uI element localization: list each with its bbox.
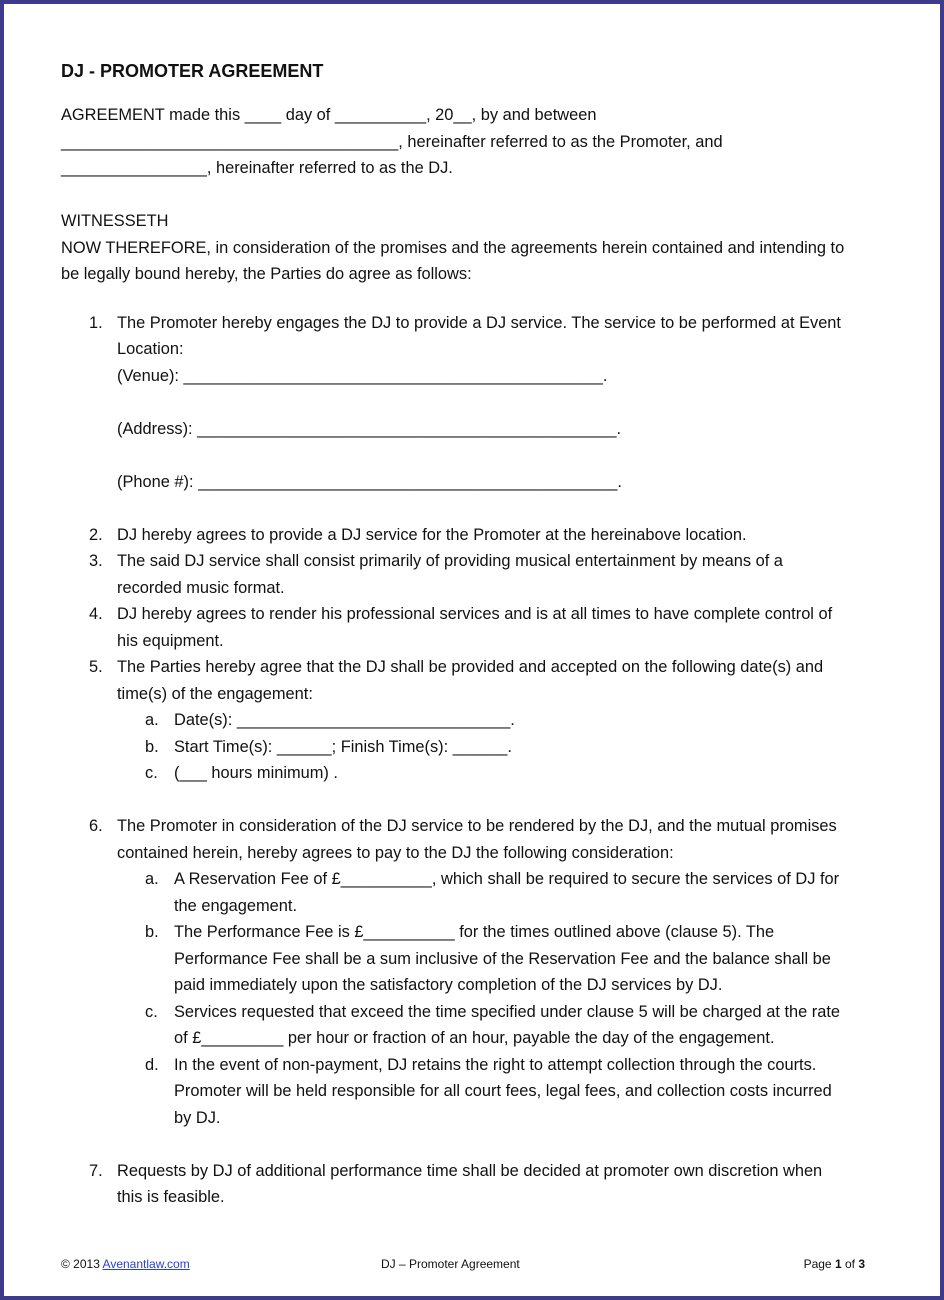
copyright-text: © 2013: [61, 1257, 103, 1271]
address-field: (Address): ______________________________________________.: [117, 419, 622, 438]
clause-line: The Promoter in consideration of the DJ service to be rendered by the DJ, and the mutual promises: [117, 817, 837, 835]
sub-clause-line: The Performance Fee is £__________ for the times outlined above (clause 5). The: [174, 923, 775, 941]
hours-field: (___ hours minimum) .: [174, 764, 338, 782]
sub-clause-letter: b.: [145, 737, 159, 756]
clause-line: The Promoter hereby engages the DJ to provide a DJ service. The service to be performed at Event: [117, 313, 841, 332]
sub-clause-list: [117, 866, 891, 1131]
clause-number: 2.: [89, 525, 103, 544]
sub-clause-letter: b.: [145, 923, 159, 941]
clause-item: [61, 601, 891, 654]
clause-item: [61, 522, 891, 549]
intro-line: ________________, hereinafter referred to as the DJ.: [61, 159, 453, 177]
clause-line: The Parties hereby agree that the DJ shall be provided and accepted on the following date(s) and: [117, 658, 824, 676]
clause-line: Location:: [117, 340, 184, 358]
clause-item: [61, 310, 891, 522]
sub-clause-line: In the event of non-payment, DJ retains the right to attempt collection through the courts.: [174, 1055, 817, 1074]
sub-clause-line: Performance Fee shall be a sum inclusive of the Reservation Fee and the balance shall be: [174, 949, 831, 968]
clause-line: DJ hereby agrees to provide a DJ service for the Promoter at the hereinabove location.: [117, 525, 747, 544]
sub-clause-line: by DJ.: [174, 1108, 221, 1127]
clause-number: 6.: [89, 817, 103, 835]
sub-clause-item: [117, 1052, 891, 1132]
clause-item: [61, 548, 891, 601]
clause-line: Requests by DJ of additional performance time shall be decided at promoter own discretion when: [117, 1161, 823, 1180]
document-title: DJ - PROMOTER AGREEMENT: [61, 61, 324, 81]
dates-field: Date(s): ______________________________.: [174, 711, 515, 729]
sub-clause-item: [117, 734, 891, 761]
page-current: 1: [834, 1257, 842, 1271]
phone-field: (Phone #): ______________________________________________.: [117, 472, 622, 491]
clause-list: [61, 310, 891, 1211]
clause-line: contained herein, hereby agrees to pay to the DJ the following consideration:: [117, 843, 674, 862]
clause-line: DJ hereby agrees to render his professional services and is at all times to have complete control of: [117, 605, 833, 623]
sub-clause-letter: c.: [145, 1002, 158, 1021]
sub-clause-line: paid immediately upon the satisfactory completion of the DJ services by DJ.: [174, 976, 723, 994]
clause-item: [61, 654, 891, 813]
sub-clause-line: A Reservation Fee of £__________, which shall be required to secure the services of DJ for: [174, 870, 840, 888]
venue-field: (Venue): ______________________________________________.: [117, 366, 608, 385]
page-number: [804, 1256, 865, 1272]
sub-clause-letter: c.: [145, 764, 158, 782]
sub-clause-line: Promoter will be held responsible for all court fees, legal fees, and collection costs incurred: [174, 1082, 832, 1100]
sub-clause-list: [117, 707, 891, 787]
intro-line: AGREEMENT made this ____ day of __________, 20__, by and between: [61, 106, 597, 124]
clause-number: 7.: [89, 1161, 103, 1180]
sub-clause-item: [117, 866, 891, 919]
document-page: [61, 58, 891, 1211]
sub-clause-item: [117, 919, 891, 999]
preamble-line: NOW THEREFORE, in consideration of the promises and the agreements herein contained and intending to: [61, 238, 845, 257]
clause-number: 1.: [89, 313, 103, 332]
clause-number: 3.: [89, 552, 103, 570]
clause-number: 4.: [89, 605, 103, 623]
clause-line: his equipment.: [117, 631, 224, 650]
footer-copyright: [61, 1256, 190, 1272]
clause-line: this is feasible.: [117, 1188, 225, 1206]
sub-clause-line: the engagement.: [174, 896, 298, 915]
witnesseth-heading: WITNESSETH: [61, 212, 169, 230]
page-total: 3: [858, 1257, 865, 1271]
clause-line: The said DJ service shall consist primarily of providing musical entertainment by means of a: [117, 552, 783, 570]
preamble-line: be legally bound hereby, the Parties do agree as follows:: [61, 265, 472, 283]
clause-line: recorded music format.: [117, 578, 285, 597]
footer-document-name: DJ – Promoter Agreement: [381, 1257, 520, 1271]
sub-clause-letter: d.: [145, 1055, 159, 1074]
sub-clause-line: Services requested that exceed the time specified under clause 5 will be charged at the rate: [174, 1002, 841, 1021]
times-field: Start Time(s): ______; Finish Time(s): ______.: [174, 737, 512, 756]
sub-clause-item: [117, 707, 891, 734]
sub-clause-line: of £_________ per hour or fraction of an hour, payable the day of the engagement.: [174, 1029, 775, 1047]
page-of: of: [841, 1257, 859, 1271]
clause-line: time(s) of the engagement:: [117, 684, 313, 703]
page-prefix: Page: [803, 1257, 835, 1271]
sub-clause-item: [117, 760, 891, 787]
sub-clause-item: [117, 999, 891, 1052]
sub-clause-letter: a.: [145, 711, 159, 729]
avenantlaw-link[interactable]: Avenantlaw.com: [102, 1257, 190, 1271]
clause-item: [61, 813, 891, 1158]
sub-clause-letter: a.: [145, 870, 159, 888]
clause-item: [61, 1158, 891, 1211]
clause-number: 5.: [89, 658, 103, 676]
intro-line: _____________________________________, hereinafter referred to as the Promoter, and: [61, 132, 723, 151]
